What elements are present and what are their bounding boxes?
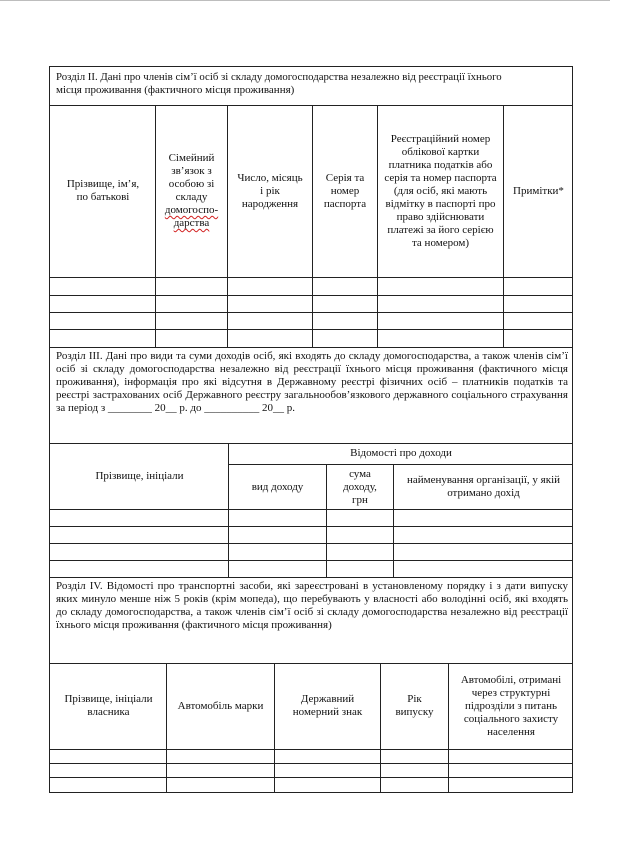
section-2-title-line2: місця проживання (фактичного місця проживання)	[56, 84, 295, 96]
sec2-col-divider	[312, 105, 313, 347]
sec4-header-car	[168, 663, 273, 749]
sec2-col-notes-label: Примітки*	[513, 184, 564, 197]
sec3-income-group-label: Відомості про доходи	[350, 447, 452, 459]
sec2-col-divider	[503, 105, 504, 347]
sec2-col-divider	[227, 105, 228, 347]
sec2-header-name	[52, 105, 154, 277]
sec3-header-name	[52, 443, 227, 509]
sec2-col-relation-household: домогоспо-дарства	[164, 204, 219, 229]
sec4-row-line	[50, 749, 572, 750]
sec2-row-line	[50, 312, 572, 313]
sec3-row-line	[50, 526, 572, 527]
sec3-col-income-sum-label: сума доходу, грн	[343, 467, 377, 506]
sec4-col-owner-label: Прізвище, ініціали власника	[64, 693, 153, 718]
sec4-col-divider	[380, 663, 381, 792]
sec4-col-year-label: Рік випуску	[395, 693, 434, 718]
section-3-title: Розділ ІІІ. Дані про види та суми доходів осіб, які входять до складу домогосподарства, а також членів сім’ї осіб зі складу домогосподарства незалежно від реєстрації їхнього місця проживання (фактичного місця проживання), інформація про які відсутня в Державному реєстрі фізичних осіб – платників податків та реєстрі застрахованих осіб Державного реєстру загальнообов’язкового державного соціального страхування за період з ________ 20__ р. до __________ 20__ р.	[56, 350, 568, 414]
sec3-col-organization-label: найменування організації, у якій отримано дохід	[406, 474, 561, 499]
sec2-row-line	[50, 295, 572, 296]
page-top-border	[0, 0, 610, 1]
sec2-col-passport-label: Серія та номер паспорта	[323, 171, 367, 210]
sec2-col-divider	[155, 105, 156, 347]
sec2-col-relation-label: Сімейний зв’язок з особою зі складу	[168, 152, 215, 203]
sec2-header-taxnumber	[379, 105, 502, 277]
sec2-col-name-label: Прізвище, ім’я, по батькові	[66, 178, 140, 203]
section-2-title	[56, 71, 568, 97]
sec2-col-divider	[377, 105, 378, 347]
sec4-col-divider	[448, 663, 449, 792]
sec4-col-divider	[166, 663, 167, 792]
sec4-header-plate	[276, 663, 379, 749]
section-divider	[50, 577, 572, 578]
sec3-header-income-sum	[328, 465, 392, 509]
sec3-header-income-group	[230, 443, 572, 464]
sec4-col-social-label: Автомобілі, отримані через структурні підрозділи з питань соціального захисту населення	[460, 673, 562, 738]
section-divider	[50, 347, 572, 348]
sec3-col-income-type-label: вид доходу	[251, 480, 304, 493]
sec2-col-taxnumber-label: Реєстраційний номер облікової картки платника податків або серія та номер паспорта (для осіб, які мають відмітку в паспорті про право здійснювати платежі за його серією та номером)	[384, 132, 497, 249]
sec2-header-relation-text	[162, 152, 222, 230]
sec2-row-line	[50, 277, 572, 278]
section-4-title: Розділ ІV. Відомості про транспортні засоби, які зареєстровані в установленому порядку і з дати випуску яких минуло менше ніж 5 років (крім мопеда), що перебувають у власності або володінні осіб, які входять до складу домогосподарства, а також членів сім’ї осіб зі складу домогосподарства незалежно від реєстрації їхнього місця проживання (фактичного місця проживання)	[56, 580, 568, 631]
sec2-col-birthdate-label: Число, місяць і рік народження	[237, 171, 303, 210]
sec2-header-birthdate	[229, 105, 311, 277]
sec3-col-name-label: Прізвище, ініціали	[95, 469, 184, 482]
form-frame	[49, 66, 573, 793]
sec4-col-plate-label: Державний номерний знак	[292, 693, 363, 718]
sec4-header-owner	[52, 663, 165, 749]
sec3-row-line	[50, 543, 572, 544]
sec4-col-divider	[274, 663, 275, 792]
sec4-header-social	[450, 663, 572, 749]
sec4-row-line	[50, 777, 572, 778]
sec4-header-year	[382, 663, 447, 749]
section-2-title-line1: Розділ ІІ. Дані про членів сім’ї осіб зі складу домогосподарства незалежно від реєстрації їхнього	[56, 71, 502, 83]
sec4-col-car-label: Автомобіль марки	[177, 699, 264, 712]
sec3-row-line	[50, 509, 572, 510]
sec2-header-relation	[157, 105, 226, 277]
sec3-header-organization	[395, 465, 572, 509]
sec4-row-line	[50, 763, 572, 764]
sec2-row-line	[50, 329, 572, 330]
sec2-header-notes	[505, 105, 572, 277]
sec3-row-line	[50, 560, 572, 561]
sec2-header-passport	[314, 105, 376, 277]
sec3-header-income-type	[230, 465, 325, 509]
